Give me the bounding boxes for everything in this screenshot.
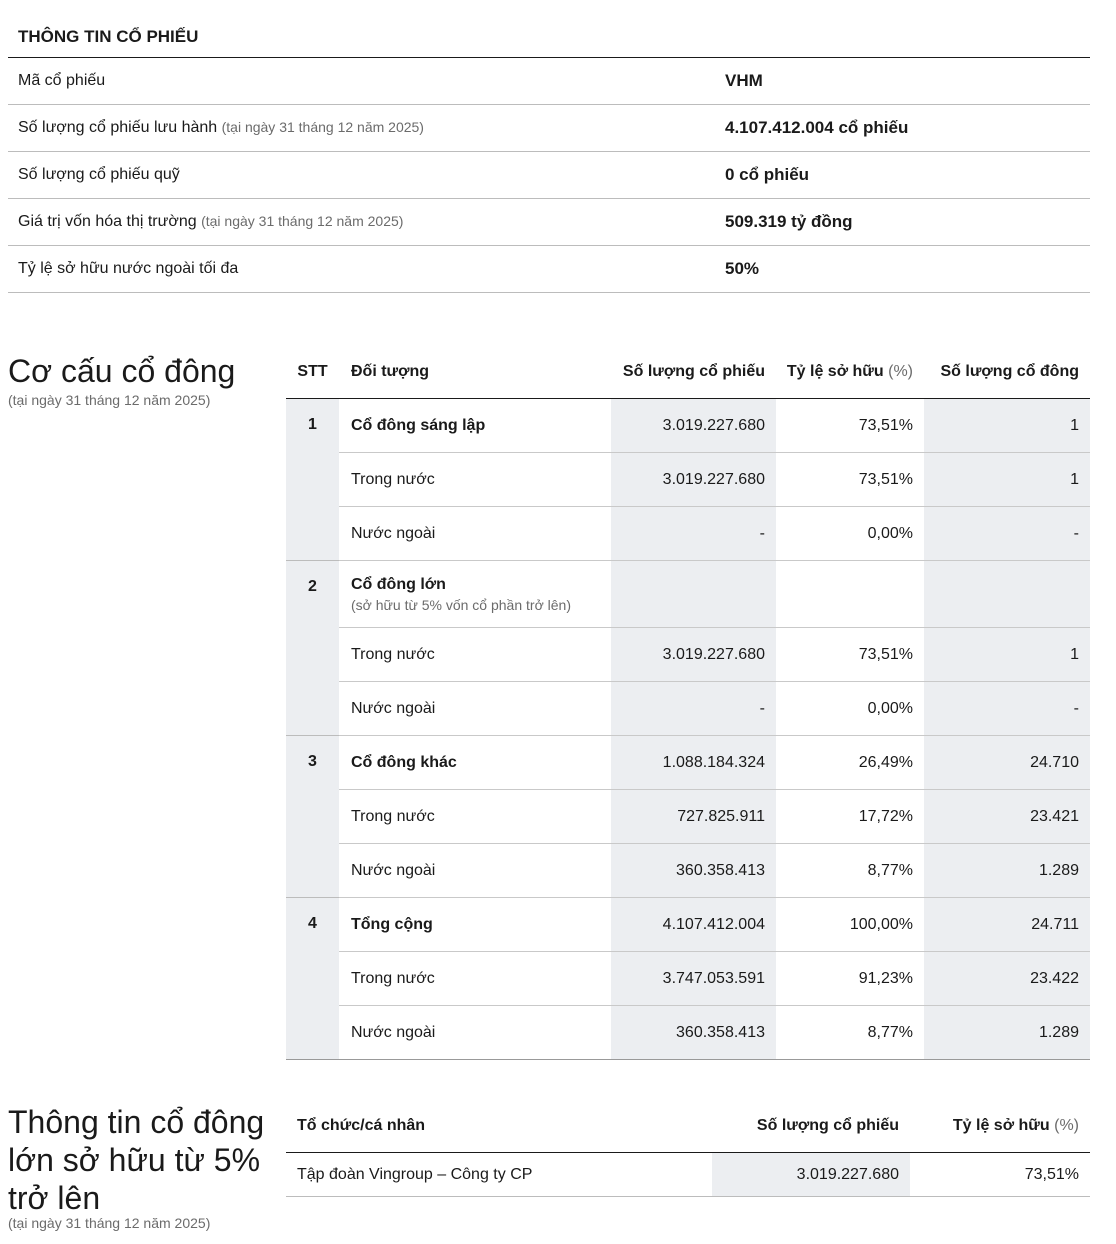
org-cell: Tập đoàn Vingroup – Công ty CP — [286, 1153, 712, 1197]
label-text: Số lượng cổ phiếu lưu hành — [18, 119, 218, 136]
ratio-cell: 26,49% — [776, 736, 924, 790]
table-row — [286, 790, 1090, 844]
major-heading — [8, 1103, 264, 1231]
ratio-cell: 0,00% — [776, 507, 924, 561]
holders-cell: 24.711 — [924, 898, 1090, 952]
sub-label: Nước ngoài — [339, 682, 611, 736]
sub-label: Trong nước — [339, 790, 611, 844]
group-name-cell — [339, 561, 611, 628]
col-ratio — [910, 1100, 1090, 1153]
stock-info-row — [8, 199, 1090, 246]
shares-cell: 3.019.227.680 — [611, 628, 776, 682]
ratio-cell: 8,77% — [776, 1006, 924, 1060]
shares-cell: 727.825.911 — [611, 790, 776, 844]
holders-cell: 23.421 — [924, 790, 1090, 844]
holders-cell: 23.422 — [924, 952, 1090, 1006]
group-name: Cổ đông sáng lập — [339, 399, 611, 453]
ratio-cell: 73,51% — [776, 399, 924, 453]
ratio-cell: 17,72% — [776, 790, 924, 844]
date-note: (tại ngày 31 tháng 12 năm 2025) — [201, 213, 404, 229]
col-holders: Số lượng cổ đông — [924, 346, 1090, 399]
structure-date: (tại ngày 31 tháng 12 năm 2025) — [8, 392, 211, 408]
stock-info-table — [8, 0, 1090, 293]
major-shareholder-table — [286, 1100, 1090, 1197]
holders-cell: - — [924, 507, 1090, 561]
stock-info-value: 50% — [725, 259, 760, 278]
col-ratio — [776, 346, 924, 399]
stock-info-label — [8, 213, 725, 231]
stock-info-row — [8, 152, 1090, 199]
ratio-cell: 73,51% — [910, 1153, 1090, 1197]
sub-label: Trong nước — [339, 628, 611, 682]
ratio-cell: 73,51% — [776, 628, 924, 682]
stock-info-value: 509.319 tỷ đồng — [725, 212, 853, 231]
col-org: Tổ chức/cá nhân — [286, 1100, 712, 1153]
major-title-line: lớn sở hữu từ 5% — [8, 1142, 261, 1178]
stock-info-label — [8, 166, 725, 184]
shares-cell: 4.107.412.004 — [611, 898, 776, 952]
shareholder-structure-table — [286, 346, 1090, 1060]
ratio-cell — [776, 561, 924, 628]
row-index: 1 — [286, 399, 339, 561]
ratio-unit: (%) — [888, 363, 913, 380]
structure-title: Cơ cấu cổ đông — [8, 353, 236, 389]
table-row — [286, 844, 1090, 898]
holders-cell: 1.289 — [924, 1006, 1090, 1060]
ratio-unit: (%) — [1054, 1117, 1079, 1134]
group-name: Tổng cộng — [339, 898, 611, 952]
holders-cell: - — [924, 682, 1090, 736]
col-shares: Số lượng cổ phiếu — [712, 1100, 910, 1153]
sub-label: Nước ngoài — [339, 1006, 611, 1060]
table-row — [286, 628, 1090, 682]
table-row — [286, 561, 1090, 628]
holders-cell: 1 — [924, 628, 1090, 682]
shares-cell: 3.019.227.680 — [611, 399, 776, 453]
major-title-line: trở lên — [8, 1180, 101, 1216]
stock-info-label — [8, 72, 725, 90]
shares-cell: 360.358.413 — [611, 844, 776, 898]
ratio-cell: 91,23% — [776, 952, 924, 1006]
ratio-header-label: Tỷ lệ sở hữu — [786, 363, 884, 380]
sub-label: Nước ngoài — [339, 507, 611, 561]
stock-info-value: VHM — [725, 71, 763, 90]
sub-label: Nước ngoài — [339, 844, 611, 898]
sub-label: Trong nước — [339, 952, 611, 1006]
holders-cell: 1.289 — [924, 844, 1090, 898]
row-index: 3 — [286, 736, 339, 898]
shares-cell: - — [611, 507, 776, 561]
group-name: Cổ đông khác — [339, 736, 611, 790]
table-row — [286, 1006, 1090, 1060]
shares-cell: 360.358.413 — [611, 1006, 776, 1060]
col-shares: Số lượng cổ phiếu — [611, 346, 776, 399]
shares-cell: 3.019.227.680 — [712, 1153, 910, 1197]
table-row — [286, 453, 1090, 507]
shares-cell: - — [611, 682, 776, 736]
holders-cell: 1 — [924, 399, 1090, 453]
holders-cell: 1 — [924, 453, 1090, 507]
col-object: Đối tượng — [339, 346, 611, 399]
table-row — [286, 736, 1090, 790]
stock-info-row — [8, 58, 1090, 105]
group-subnote: (sở hữu từ 5% vốn cổ phần trở lên) — [351, 596, 571, 613]
table-row — [286, 952, 1090, 1006]
stock-info-value: 0 cổ phiếu — [725, 165, 810, 184]
holders-cell: 24.710 — [924, 736, 1090, 790]
table-row — [286, 399, 1090, 453]
stock-info-label — [8, 260, 725, 278]
table-row — [286, 507, 1090, 561]
col-stt: STT — [286, 346, 339, 399]
stock-info-label — [8, 119, 725, 137]
label-text: Tỷ lệ sở hữu nước ngoài tối đa — [18, 260, 239, 277]
ratio-cell: 100,00% — [776, 898, 924, 952]
stock-info-row — [8, 246, 1090, 293]
group-name: Cổ đông lớn — [351, 575, 446, 593]
label-text: Giá trị vốn hóa thị trường — [18, 213, 197, 230]
structure-heading — [8, 352, 235, 408]
major-date: (tại ngày 31 tháng 12 năm 2025) — [8, 1215, 211, 1231]
label-text: Mã cổ phiếu — [18, 72, 106, 89]
table-header-row — [286, 1100, 1090, 1153]
row-index: 2 — [286, 561, 339, 736]
ratio-cell: 73,51% — [776, 453, 924, 507]
shares-cell: 1.088.184.324 — [611, 736, 776, 790]
stock-info-row — [8, 105, 1090, 152]
table-header-row — [286, 346, 1090, 399]
major-title-line: Thông tin cổ đông — [8, 1104, 265, 1140]
table-row — [286, 898, 1090, 952]
ratio-cell: 0,00% — [776, 682, 924, 736]
shares-cell: 3.747.053.591 — [611, 952, 776, 1006]
stock-info-value: 4.107.412.004 cổ phiếu — [725, 118, 909, 137]
stock-info-title: THÔNG TIN CỔ PHIẾU — [8, 0, 1090, 58]
date-note: (tại ngày 31 tháng 12 năm 2025) — [221, 119, 424, 135]
table-row — [286, 682, 1090, 736]
label-text: Số lượng cổ phiếu quỹ — [18, 166, 180, 183]
shares-cell — [611, 561, 776, 628]
ratio-cell: 8,77% — [776, 844, 924, 898]
row-index: 4 — [286, 898, 339, 1060]
shares-cell: 3.019.227.680 — [611, 453, 776, 507]
ratio-header-label: Tỷ lệ sở hữu — [952, 1117, 1050, 1134]
sub-label: Trong nước — [339, 453, 611, 507]
holders-cell — [924, 561, 1090, 628]
table-row — [286, 1153, 1090, 1197]
